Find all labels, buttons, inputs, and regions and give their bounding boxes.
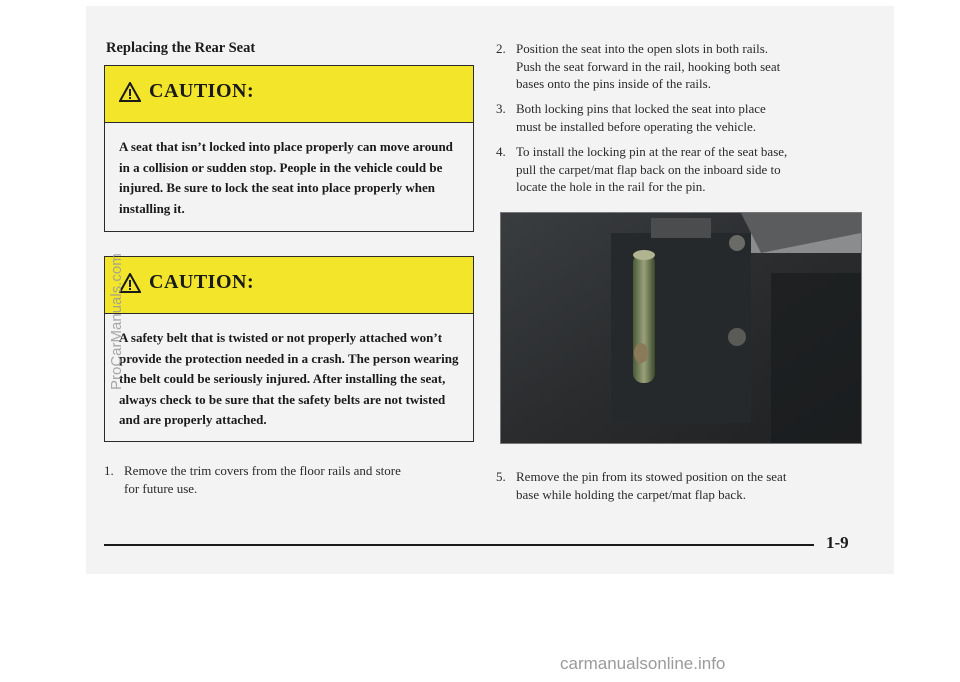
bottom-watermark: carmanualsonline.info <box>560 654 726 673</box>
step-text: for future use. <box>124 480 198 496</box>
caution-banner <box>105 257 473 314</box>
caution-title: CAUTION: <box>149 80 255 102</box>
step-4 <box>496 143 876 196</box>
step-text: locate the hole in the rail for the pin. <box>516 179 706 194</box>
step-3 <box>496 100 876 135</box>
caution-text: A seat that isn’t locked into place properly can move around in a collision or sudden stop. People in the vehicle could be injured. Be sure to lock the seat into place properly when installing it. <box>119 139 453 216</box>
caution-box-2 <box>104 256 474 442</box>
step-number: 4. <box>496 144 506 159</box>
step-text: Both locking pins that locked the seat into place <box>516 101 766 116</box>
step-number: 2. <box>496 41 506 56</box>
caution-box-1 <box>104 65 474 232</box>
warning-triangle-icon <box>119 82 141 102</box>
footer-rule <box>104 544 814 546</box>
step-number: 1. <box>104 463 114 478</box>
seat-pin-illustration <box>501 213 861 443</box>
section-heading: Replacing the Rear Seat <box>106 40 256 56</box>
step-text: must be installed before operating the vehicle. <box>516 118 757 134</box>
step-text: pull the carpet/mat flap back on the inboard side to <box>516 161 781 177</box>
caution-text: A safety belt that is twisted or not properly attached won’t provide the protection needed in a crash. The person wearing the belt could be seriously injured. After installing the seat, always check to be sure that the safety belts are not twisted and are properly attached. <box>119 330 459 427</box>
seat-pin-photo <box>500 212 862 444</box>
side-watermark: ProCarManuals.com <box>108 253 125 390</box>
step-text: base while holding the carpet/mat flap back. <box>516 486 746 502</box>
step-number: 5. <box>496 469 506 484</box>
step-5 <box>496 468 876 503</box>
page-number: 1-9 <box>826 533 849 552</box>
step-1 <box>104 462 484 497</box>
step-2 <box>496 40 876 93</box>
step-text: To install the locking pin at the rear of the seat base, <box>516 144 788 159</box>
step-text: Push the seat forward in the rail, hooking both seat <box>516 58 781 74</box>
step-number: 3. <box>496 101 506 116</box>
step-text: Position the seat into the open slots in both rails. <box>516 41 769 56</box>
caution-banner <box>105 66 473 123</box>
caution-title: CAUTION: <box>149 271 255 293</box>
step-text: Remove the trim covers from the floor rails and store <box>124 463 401 478</box>
step-text: bases onto the pins inside of the rails. <box>516 76 711 91</box>
step-text: Remove the pin from its stowed position on the seat <box>516 469 787 484</box>
